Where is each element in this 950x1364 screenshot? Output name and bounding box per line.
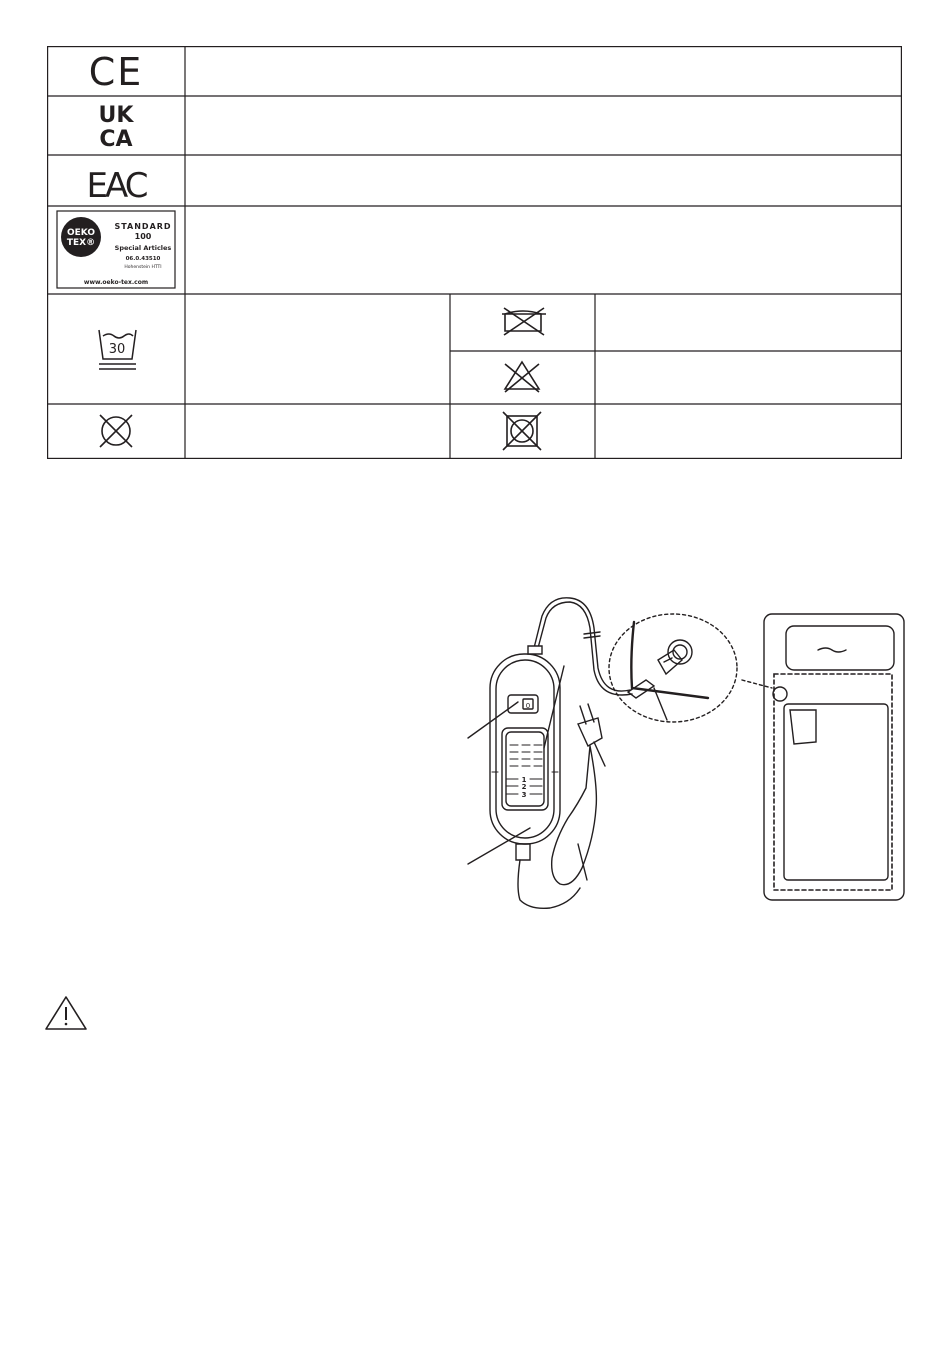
- level-2-label: 2: [521, 783, 527, 791]
- no-bleach-icon: [505, 362, 539, 392]
- bed-with-blanket: [764, 614, 904, 900]
- mains-plug: [552, 704, 602, 885]
- svg-text:06.0.43510: 06.0.43510: [125, 256, 161, 262]
- svg-text:CA: CA: [99, 127, 133, 152]
- ukca-mark: [99, 103, 135, 152]
- svg-text:CE: CE: [88, 50, 144, 94]
- svg-text:30: 30: [108, 342, 126, 357]
- svg-text:Special Articles: Special Articles: [114, 244, 172, 252]
- no-tumble-dry-icon: [502, 308, 546, 335]
- switch-label: 0: [525, 702, 531, 710]
- oeko-tex-label: [57, 211, 175, 288]
- level-3-label: 3: [521, 791, 527, 799]
- no-drying-cabinet-icon: [503, 412, 541, 450]
- svg-text:100: 100: [134, 232, 152, 241]
- controller: [490, 646, 580, 908]
- level-1-label: 1: [521, 776, 527, 784]
- svg-text:UK: UK: [98, 103, 134, 128]
- svg-text:EAC: EAC: [86, 166, 146, 206]
- ce-mark: [89, 50, 144, 94]
- svg-text:TEX®: TEX®: [66, 238, 96, 248]
- product-figure: [460, 588, 910, 913]
- svg-text:www.oeko-tex.com: www.oeko-tex.com: [83, 279, 149, 286]
- svg-text:Hohenstein HTTI: Hohenstein HTTI: [124, 265, 162, 270]
- svg-text:STANDARD: STANDARD: [114, 222, 172, 231]
- warning-icon: [44, 995, 88, 1031]
- connector-detail: [609, 614, 737, 722]
- eac-mark: [87, 166, 147, 206]
- symbol-table: [47, 46, 902, 459]
- svg-text:OEKO: OEKO: [66, 228, 96, 238]
- no-dry-clean-icon: [100, 415, 132, 447]
